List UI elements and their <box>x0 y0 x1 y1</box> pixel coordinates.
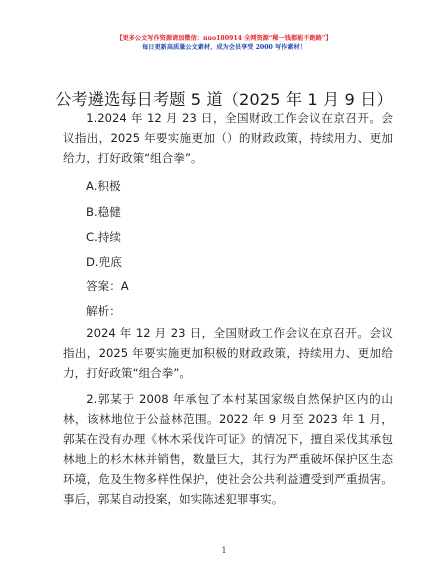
question-1-option-d: D.兜底 <box>86 255 122 269</box>
question-2-stem: 2.郭某于 2008 年承包了本村某国家级自然保护区内的山林，该林地位于公益林范围。2022 年 9 月至 2023 年 1 月，郭某在没有办理《林木采伐许可证》的情况下，擅自采伐其承包林地上的杉木林并销售，数量巨大，其行为严重破坏保护区生态环境，危及生物多样性保护，使社会公共利益遭受到严重损害。事后，郭某自动投案，如实陈述犯罪事实。 <box>63 392 393 506</box>
question-1-answer: 答案：A <box>86 279 129 293</box>
question-1-option-b: B.稳健 <box>86 205 121 219</box>
question-1-analysis-label: 解析： <box>86 304 121 318</box>
promo-banner-line-1: 【更多公文写作资源请加微信：nuo180914 全网资源“稀一钱都能不跑路”】 <box>116 35 332 42</box>
question-1-option-c: C.持续 <box>86 230 121 244</box>
question-1-analysis: 2024 年 12 月 23 日，全国财政工作会议在京召开。会议指出，2025 年要实施更加积极的财政政策，持续用力、更加给力，打好政策“组合拳”。 <box>63 326 393 380</box>
question-1-option-a: A.积极 <box>86 179 121 193</box>
question-1-stem: 1.2024 年 12 月 23 日，全国财政工作会议在京召开。会议指出，2025 年要实施更加（）的财政政策，持续用力、更加给力，打好政策“组合拳”。 <box>63 111 393 165</box>
page-title: 公考遴选每日考题 5 道（2025 年 1 月 9 日） <box>55 90 393 109</box>
promo-banner-line-2: 每日更新高质量公文素材，成为会员享受 2000 写作素材！ <box>142 44 306 51</box>
page-number: 1 <box>221 546 227 555</box>
